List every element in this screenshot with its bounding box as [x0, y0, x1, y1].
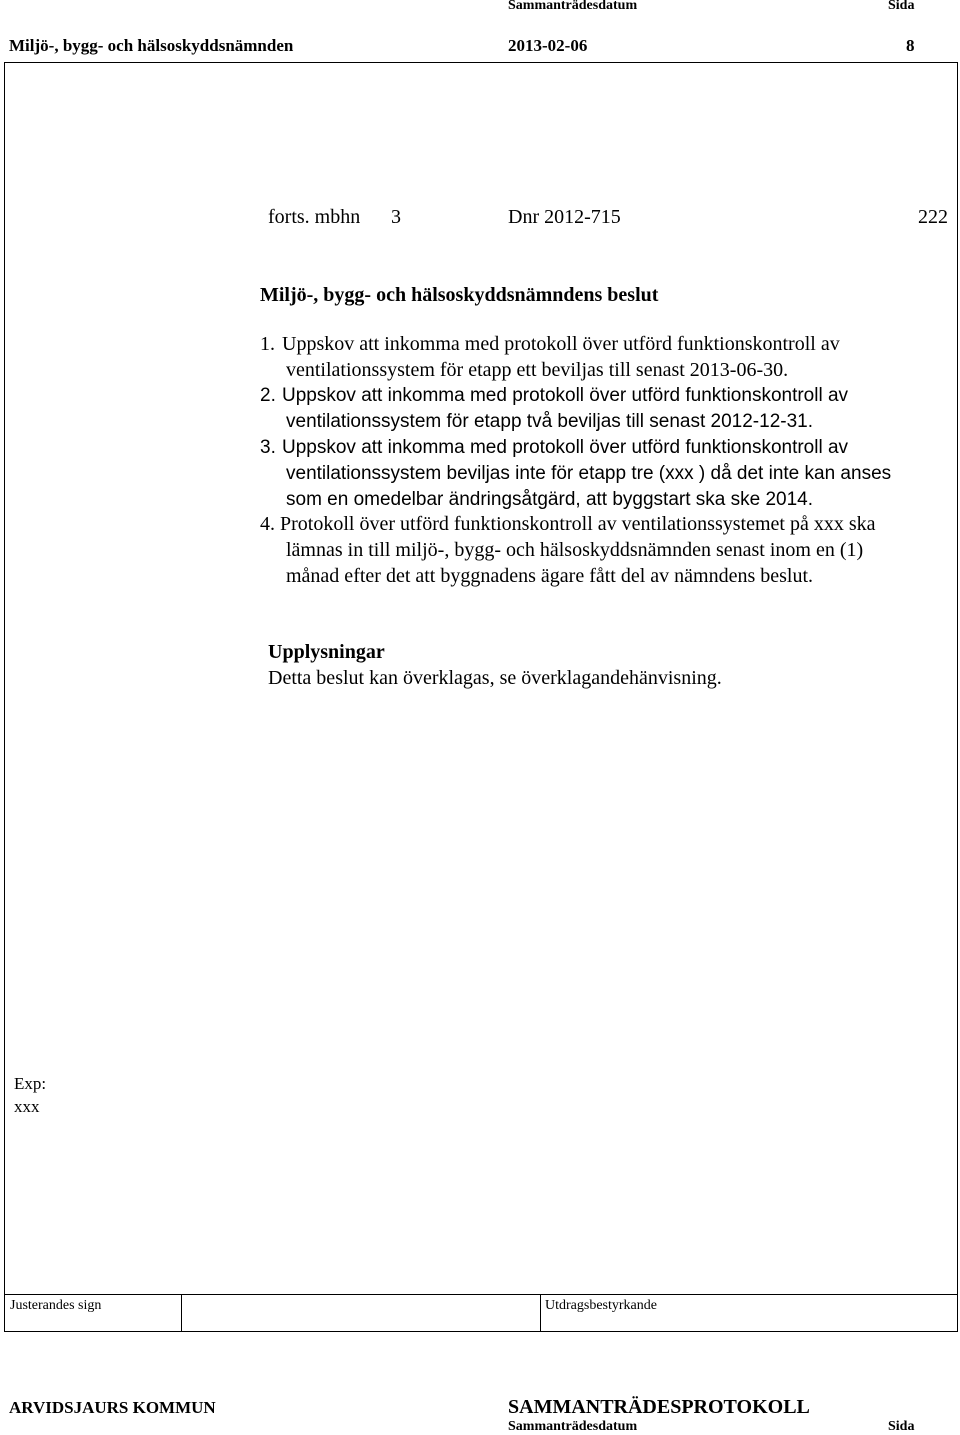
decision-title: Miljö-, bygg- och hälsoskyddsnämndens beslut: [260, 284, 659, 306]
info-title: Upplysningar: [268, 641, 385, 663]
utdragsbestyrkande-label: Utdragsbestyrkande: [545, 1298, 657, 1313]
item-line: Protokoll över utförd funktionskontroll av ventilationssystemet på xxx ska: [280, 513, 876, 535]
page-number: 8: [906, 36, 915, 55]
item-number: 2.: [260, 385, 276, 406]
exp-value: xxx: [14, 1097, 40, 1116]
item-line: Uppskov att inkomma med protokoll över utförd funktionskontroll av: [282, 385, 849, 406]
top-page-label: Sida: [888, 0, 915, 13]
item-line: Uppskov att inkomma med protokoll över utförd funktionskontroll av: [282, 333, 840, 355]
item-number: 1.: [260, 333, 275, 355]
signature-box: [4, 1294, 958, 1332]
section-number: 3: [391, 206, 401, 228]
item-line: lämnas in till miljö-, bygg- och hälsoskyddsnämnden senast inom en (1): [286, 539, 864, 561]
item-number: 3.: [260, 437, 276, 458]
item-line: ventilationssystem beviljas inte för etapp tre (xxx ) då det inte kan anses: [286, 463, 892, 484]
item-number: 4.: [260, 513, 275, 535]
item-line: månad efter det att byggnadens ägare fått del av nämndens beslut.: [286, 565, 814, 587]
forts-label: forts. mbhn: [268, 206, 361, 228]
committee-name: Miljö-, bygg- och hälsoskyddsnämnden: [9, 36, 294, 55]
signature-divider: [181, 1295, 182, 1331]
dnr: Dnr 2012-715: [508, 206, 621, 228]
footer-page-label: Sida: [888, 1419, 915, 1434]
meeting-date: 2013-02-06: [508, 36, 588, 55]
item-line: som en omedelbar ändringsåtgärd, att byggstart ska ske 2014.: [286, 489, 814, 510]
municipality-name: ARVIDSJAURS KOMMUN: [9, 1398, 216, 1417]
document-type: SAMMANTRÄDESPROTOKOLL: [508, 1396, 810, 1418]
justerandes-sign-label: Justerandes sign: [10, 1298, 102, 1313]
signature-divider: [540, 1295, 541, 1331]
footer-date-label: Sammanträdesdatum: [508, 1419, 638, 1434]
info-text: Detta beslut kan överklagas, se överklagandehänvisning.: [268, 667, 722, 689]
top-date-label: Sammanträdesdatum: [508, 0, 638, 13]
exp-label: Exp:: [14, 1074, 47, 1093]
case-code: 222: [918, 206, 948, 228]
item-line: ventilationssystem för etapp ett beviljas till senast 2013-06-30.: [286, 359, 789, 381]
item-line: Uppskov att inkomma med protokoll över utförd funktionskontroll av: [282, 437, 849, 458]
item-line: ventilationssystem för etapp två beviljas till senast 2012-12-31.: [286, 411, 813, 432]
